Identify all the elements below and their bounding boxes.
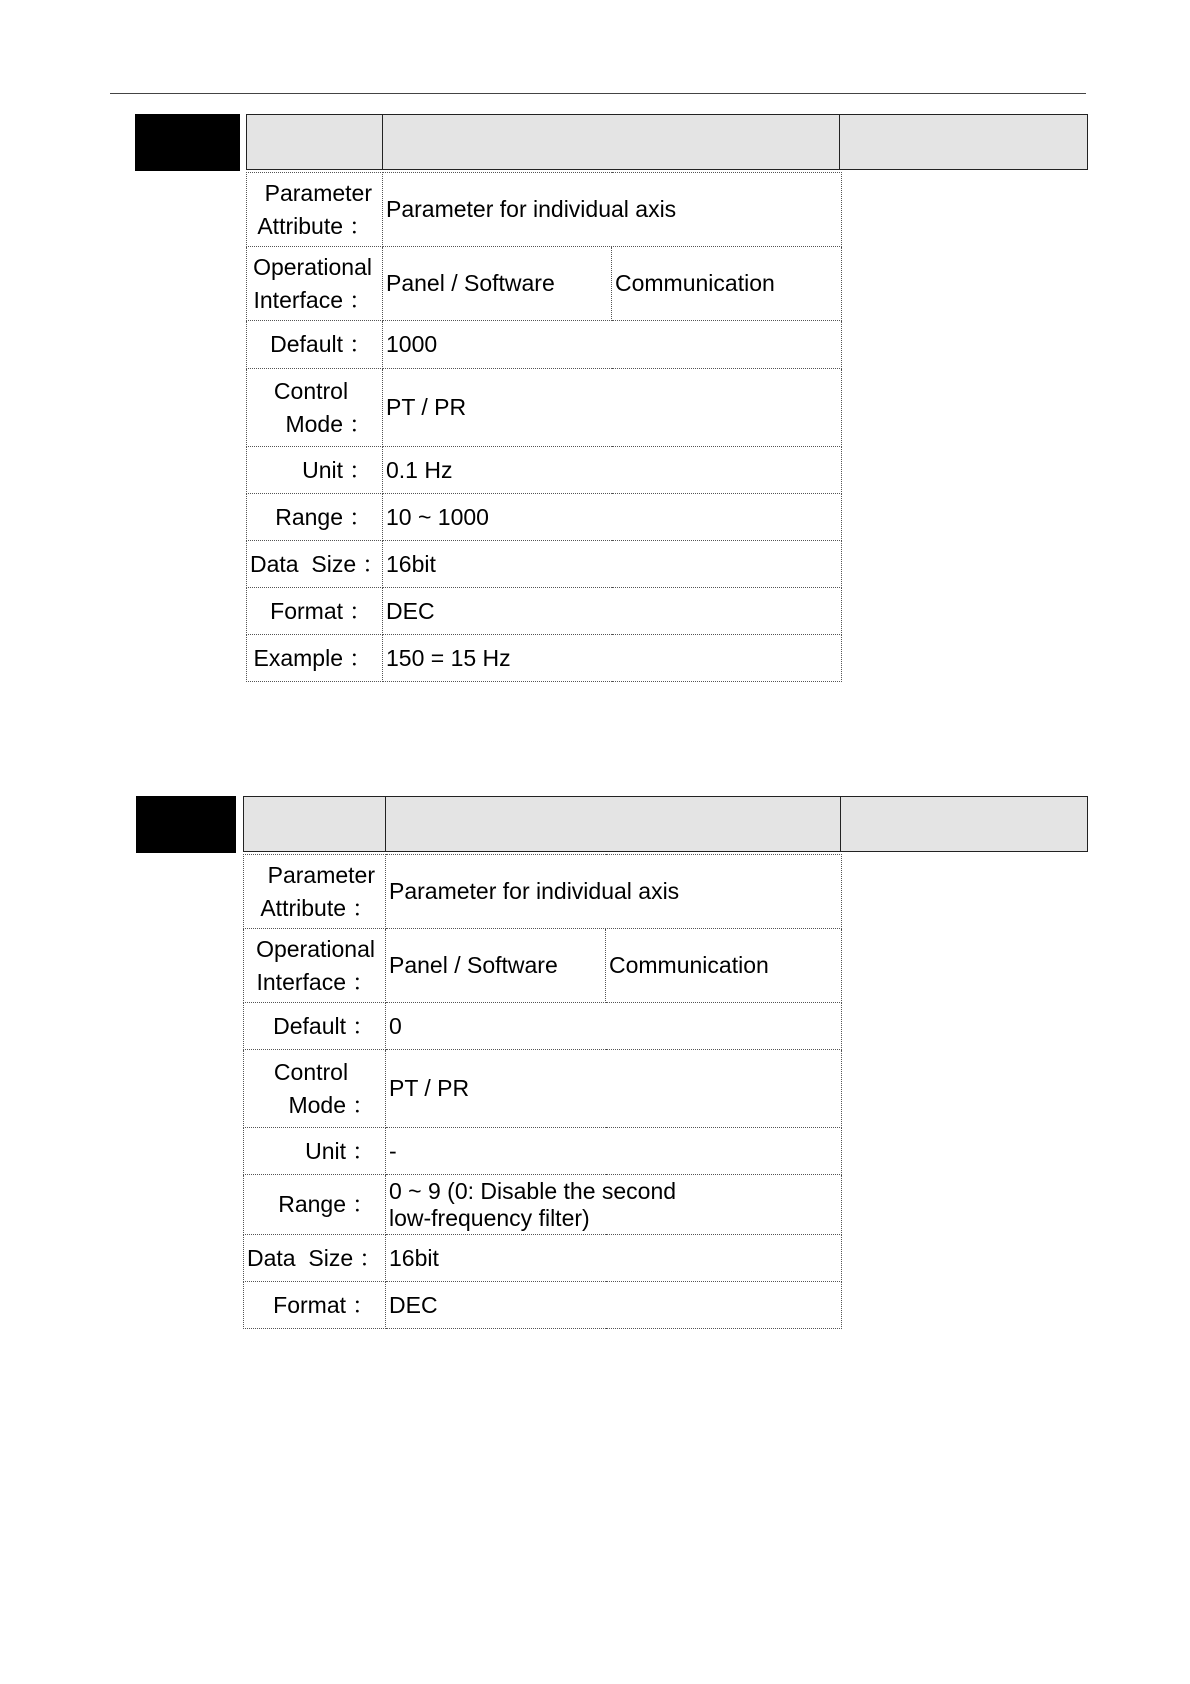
param-label-example: Example ： [247,635,383,682]
param-value-control-mode: PT / PR [386,1050,842,1128]
param-row-interface [247,247,842,321]
param-label-range: Range ： [244,1175,386,1235]
param-label-range: Range ： [247,494,383,541]
param-table [246,172,842,682]
param-value-interface-panel: Panel / Software [386,929,606,1003]
param-row-attribute [247,173,842,247]
param-value-attribute: Parameter for individual axis [383,173,842,247]
param-value-default: 1000 [383,321,842,369]
page-header-rule [110,93,1086,94]
param-label-unit: Unit ： [247,447,383,494]
param-value-interface-panel: Panel / Software [383,247,612,321]
param-row-interface [244,929,842,1003]
param-value-interface-comm: Communication [606,929,842,1003]
param-code-block [136,796,236,853]
param-row-example [247,635,842,682]
param-value-interface-comm: Communication [612,247,842,321]
param-label-attribute: Parameter Attribute ： [247,173,383,247]
param-header-code-cell [247,115,383,169]
param-row-range [247,494,842,541]
param-label-default: Default ： [247,321,383,369]
param-value-control-mode: PT / PR [383,369,842,447]
param-value-format: DEC [386,1282,842,1329]
param-label-interface: Operational Interface ： [244,929,386,1003]
param-label-default: Default ： [244,1003,386,1050]
param-header-code-cell [244,797,386,851]
param-value-data-size: 16bit [386,1235,842,1282]
param-label-format: Format ： [247,588,383,635]
param-value-example: 150 = 15 Hz [383,635,842,682]
param-header-bar [246,114,1088,170]
param-label-interface: Operational Interface ： [247,247,383,321]
param-label-data-size: Data Size ： [247,541,383,588]
param-value-data-size: 16bit [383,541,842,588]
param-label-control-mode: Control Mode ： [244,1050,386,1128]
param-row-format [247,588,842,635]
param-value-default: 0 [386,1003,842,1050]
param-row-default [247,321,842,369]
param-label-control-mode: Control Mode ： [247,369,383,447]
param-row-unit [247,447,842,494]
param-value-range: 10 ~ 1000 [383,494,842,541]
param-label-attribute: Parameter Attribute ： [244,855,386,929]
param-row-attribute [244,855,842,929]
param-header-bar [243,796,1088,852]
param-value-range: 0 ~ 9 (0: Disable the second low-frequency filter) [386,1175,842,1235]
param-value-unit: 0.1 Hz [383,447,842,494]
param-row-data-size [247,541,842,588]
param-row-range [244,1175,842,1235]
param-label-data-size: Data Size ： [244,1235,386,1282]
param-row-format [244,1282,842,1329]
param-label-unit: Unit ： [244,1128,386,1175]
param-table [243,854,842,1329]
param-value-attribute: Parameter for individual axis [386,855,842,929]
param-row-unit [244,1128,842,1175]
param-header-address-cell [841,797,1087,851]
param-row-control-mode [244,1050,842,1128]
param-value-format: DEC [383,588,842,635]
param-row-data-size [244,1235,842,1282]
param-code-block [135,114,240,171]
param-label-format: Format ： [244,1282,386,1329]
param-row-control-mode [247,369,842,447]
param-header-title-cell [383,115,840,169]
param-header-address-cell [840,115,1087,169]
param-header-title-cell [386,797,841,851]
param-row-default [244,1003,842,1050]
param-value-unit: - [386,1128,842,1175]
